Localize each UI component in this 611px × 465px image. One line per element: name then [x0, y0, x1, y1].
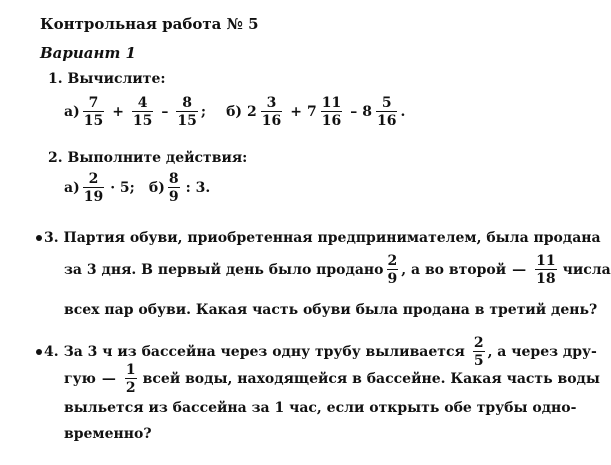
task4-line3: выльется из бассейна за 1 час, если открыть обе трубы одно-	[64, 400, 577, 416]
task3-line3: всех пар обуви. Какая часть обуви была продана в третий день?	[64, 302, 598, 318]
task2-a-label: а)	[64, 180, 80, 196]
fraction: $\frac{5}{16}$	[376, 95, 397, 129]
bullet-icon	[36, 235, 42, 241]
task2-b-label: б)	[148, 180, 165, 196]
fraction: $\frac{2}{5}$	[473, 335, 484, 369]
page-title: Контрольная работа № 5	[40, 15, 259, 33]
task1-a-label: а)	[64, 104, 80, 120]
task1-b-label: б)	[226, 104, 243, 120]
fraction: $\frac{4}{15}$	[132, 95, 153, 129]
task4-number: 4.	[44, 344, 59, 360]
task4-line4: временно?	[64, 426, 152, 442]
fraction: $\frac{11}{16}$	[321, 95, 342, 129]
fraction: $\frac{3}{16}$	[261, 95, 282, 129]
task1-expressions: а) $\frac{7}{15}$ + $\frac{4}{15}$ – $\frac{8}{15}$ ; б) 2 $\frac{3}{16}$ + 7 $\frac{11}{16}$ – 8 $\frac{5}{16}$ .	[64, 95, 406, 129]
task3-number: 3.	[44, 230, 59, 246]
task2-label: 2. Выполните действия:	[48, 150, 248, 166]
variant-heading: Вариант 1	[40, 44, 136, 62]
fraction: $\frac{8}{9}$	[168, 171, 179, 205]
fraction: $\frac{2}{9}$	[387, 253, 398, 287]
task4-line2: гую — $\frac{1}{2}$ всей воды, находящейся в бассейне. Какая часть воды	[64, 362, 600, 396]
fraction: $\frac{2}{19}$	[83, 171, 104, 205]
fraction: $\frac{11}{18}$	[536, 253, 556, 287]
task2-expressions: а) $\frac{2}{19}$ · 5; б) $\frac{8}{9}$ : 3.	[64, 171, 211, 205]
fraction: $\frac{8}{15}$	[177, 95, 197, 129]
task3-line1: 3. Партия обуви, приобретенная предпринимателем, была продана	[36, 228, 601, 248]
fraction: $\frac{1}{2}$	[125, 362, 136, 396]
task1-label: 1. Вычислите:	[48, 71, 166, 87]
task4-line1: 4. За 3 ч из бассейна через одну трубу выливается $\frac{2}{5}$ , а через дру-	[36, 336, 597, 368]
fraction: $\frac{7}{15}$	[83, 95, 104, 129]
bullet-icon	[36, 349, 42, 355]
task3-line2: за 3 дня. В первый день было продано $\frac{2}{9}$ , а во второй — $\frac{11}{18}$ числа	[64, 253, 611, 287]
